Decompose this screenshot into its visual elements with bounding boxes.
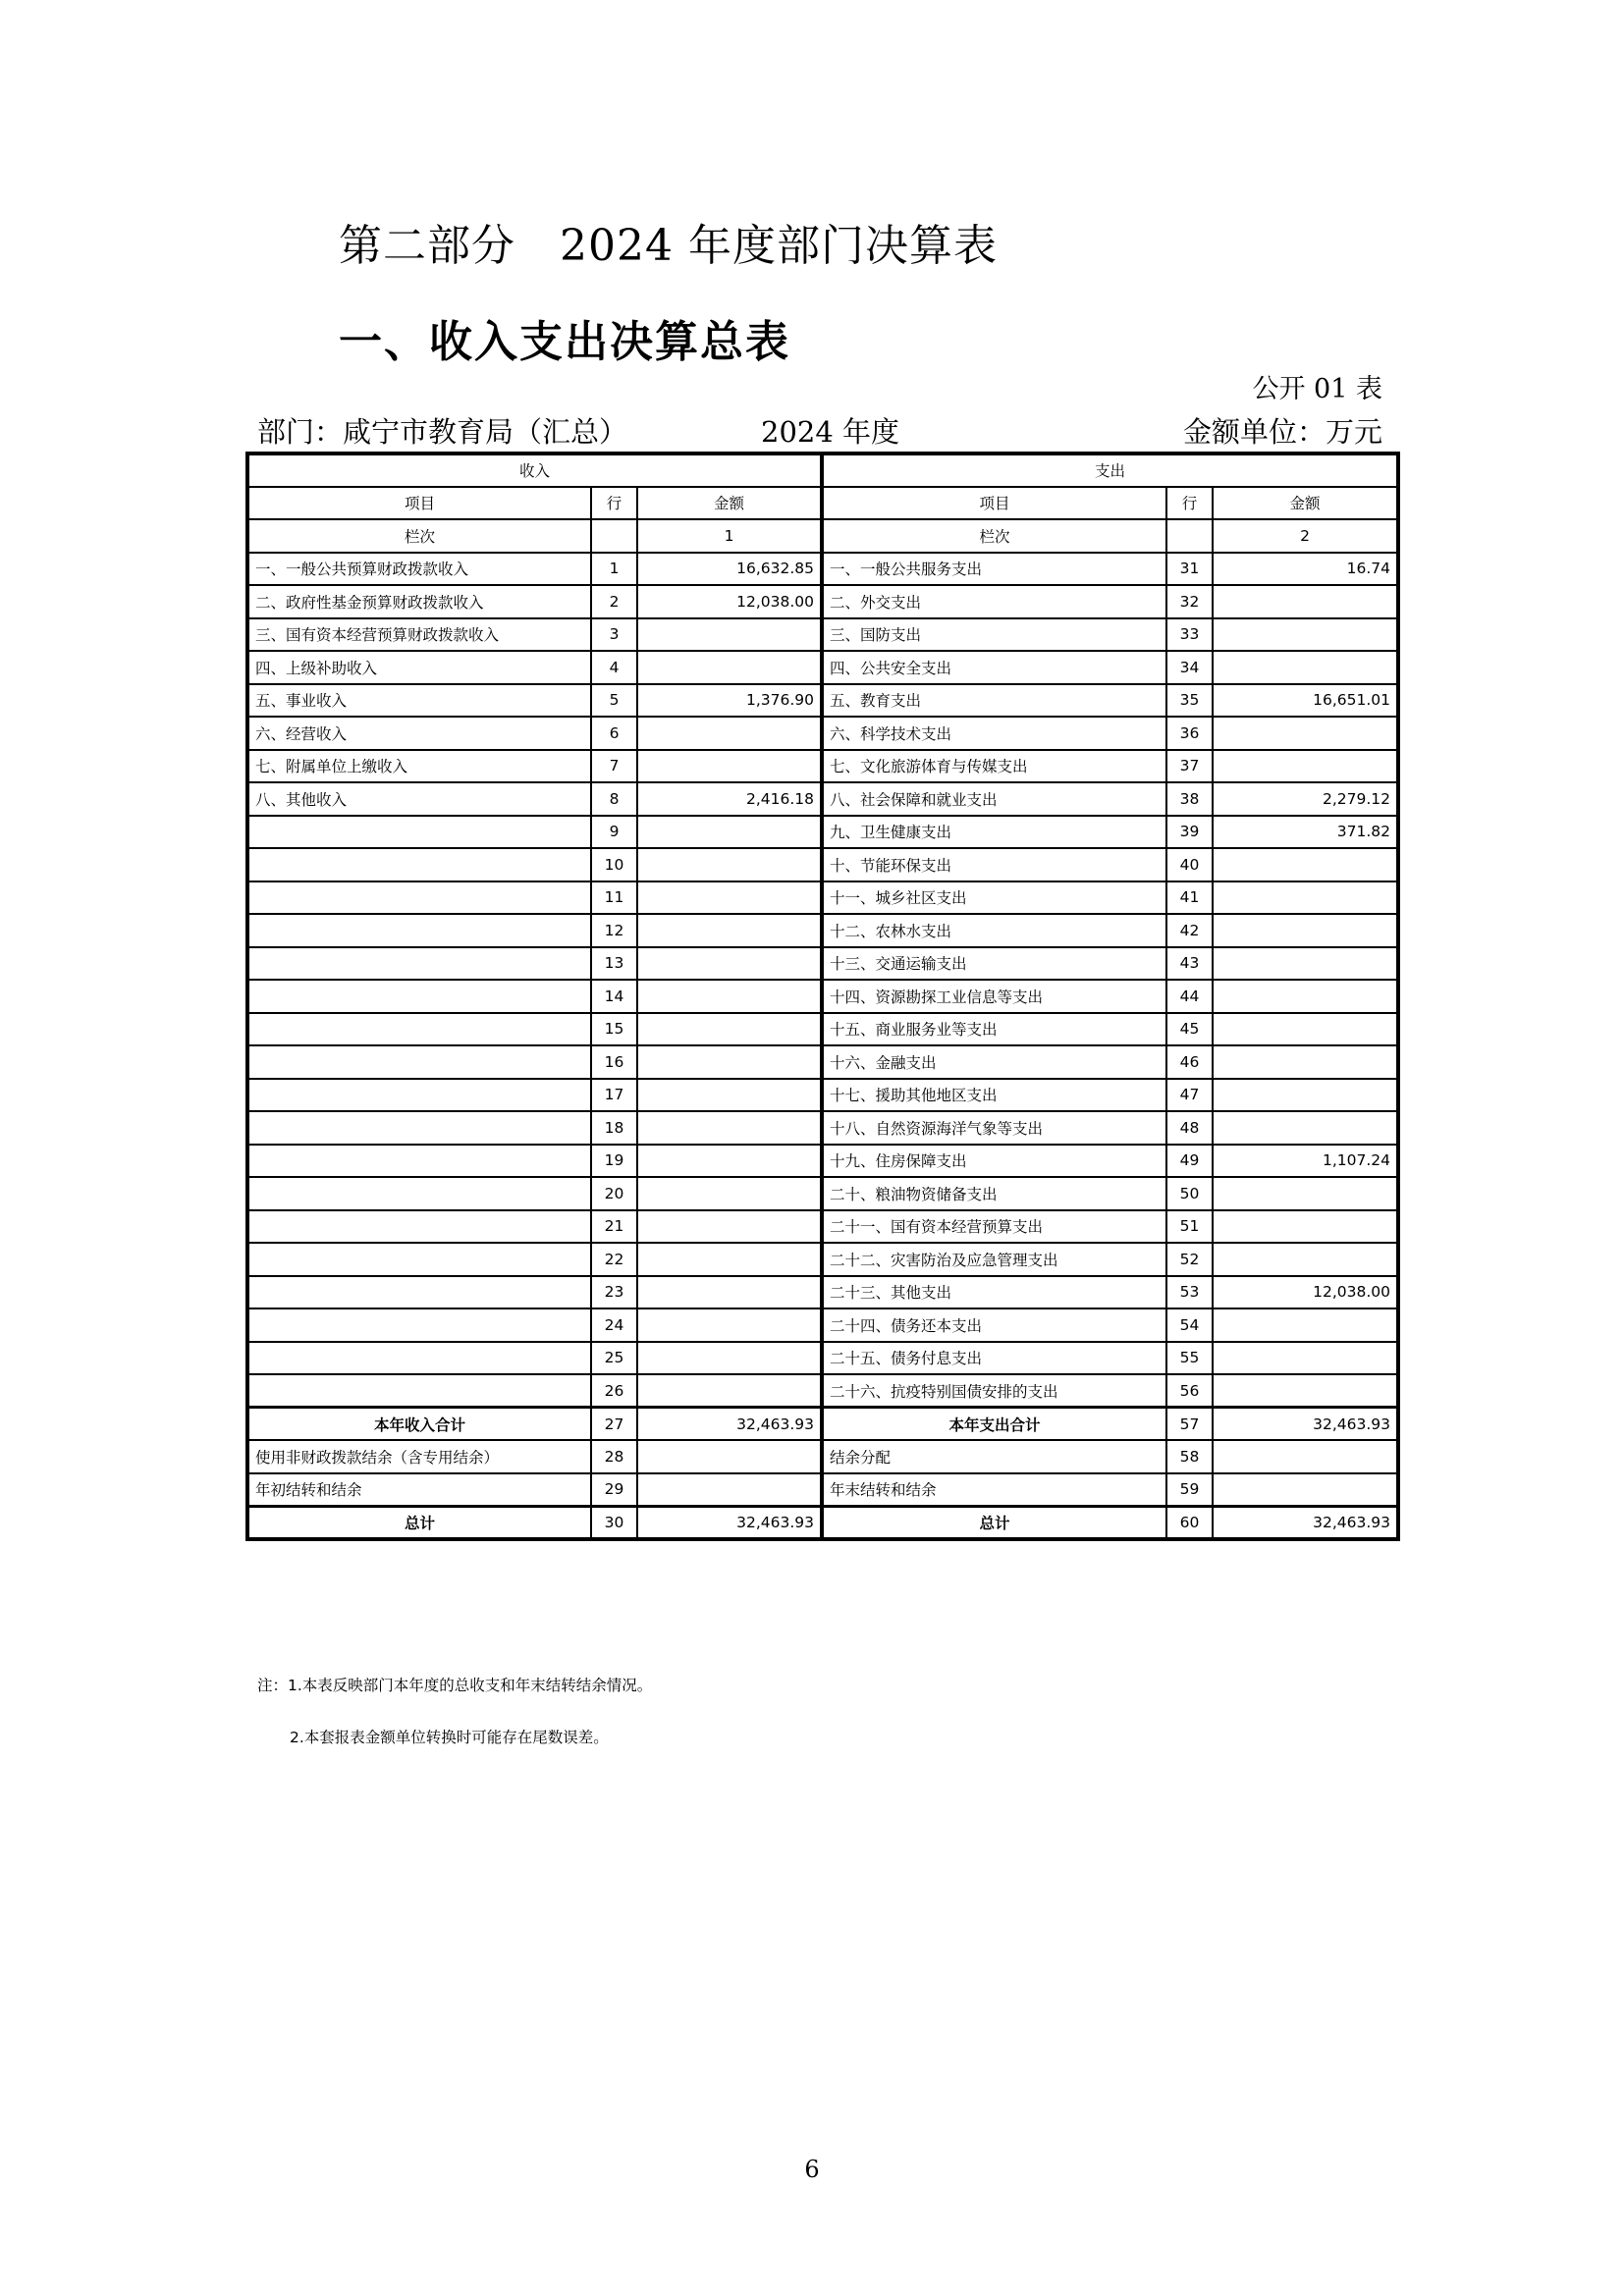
table-row	[247, 1045, 1398, 1079]
table-row	[247, 1342, 1398, 1375]
expense-row-no: 40	[1166, 848, 1213, 881]
expense-item: 一、一般公共服务支出	[822, 553, 1166, 586]
income-row-no: 17	[591, 1079, 637, 1112]
income-row-no: 18	[591, 1111, 637, 1145]
expense-amount	[1213, 1111, 1398, 1145]
expense-row-no: 39	[1166, 816, 1213, 849]
part-title: 第二部分 2024 年度部门决算表	[339, 221, 998, 271]
income-row-no: 5	[591, 684, 637, 718]
income-item	[247, 848, 591, 881]
expense-row-no: 58	[1166, 1440, 1213, 1473]
income-row-no: 4	[591, 651, 637, 684]
income-row-no: 23	[591, 1276, 637, 1309]
income-item	[247, 1374, 591, 1408]
income-amount: 16,632.85	[637, 553, 822, 586]
table-row	[247, 585, 1398, 618]
expense-item: 总计	[822, 1506, 1166, 1539]
expense-item: 二十一、国有资本经营预算支出	[822, 1210, 1166, 1244]
table-row	[247, 1243, 1398, 1276]
income-amount	[637, 1013, 822, 1046]
income-amount-header: 金额	[637, 487, 822, 520]
income-amount	[637, 1045, 822, 1079]
expense-row-no: 53	[1166, 1276, 1213, 1309]
table-row	[247, 816, 1398, 849]
income-item	[247, 1111, 591, 1145]
income-item	[247, 980, 591, 1013]
table-row	[247, 1374, 1398, 1408]
table-row	[247, 1111, 1398, 1145]
income-row-no: 25	[591, 1342, 637, 1375]
expense-row-no: 31	[1166, 553, 1213, 586]
income-amount	[637, 651, 822, 684]
income-item	[247, 1210, 591, 1244]
expense-amount	[1213, 585, 1398, 618]
income-item	[247, 816, 591, 849]
income-item	[247, 1342, 591, 1375]
expense-item: 十一、城乡社区支出	[822, 881, 1166, 915]
income-amount	[637, 980, 822, 1013]
income-row-no: 10	[591, 848, 637, 881]
table-row	[247, 618, 1398, 652]
expense-item: 七、文化旅游体育与传媒支出	[822, 750, 1166, 783]
income-item: 三、国有资本经营预算财政拨款收入	[247, 618, 591, 652]
income-row-no: 30	[591, 1506, 637, 1539]
expense-amount	[1213, 750, 1398, 783]
income-index-label: 栏次	[247, 519, 591, 553]
income-item: 四、上级补助收入	[247, 651, 591, 684]
income-row-no: 28	[591, 1440, 637, 1473]
income-amount	[637, 1308, 822, 1342]
expense-amount	[1213, 1045, 1398, 1079]
expense-row-no: 51	[1166, 1210, 1213, 1244]
grand-total-row	[247, 1506, 1398, 1539]
income-row-no: 22	[591, 1243, 637, 1276]
expense-item: 十四、资源勘探工业信息等支出	[822, 980, 1166, 1013]
income-amount: 32,463.93	[637, 1506, 822, 1539]
expense-row-no: 57	[1166, 1408, 1213, 1441]
income-amount	[637, 618, 822, 652]
expense-amount	[1213, 1342, 1398, 1375]
expense-amount: 12,038.00	[1213, 1276, 1398, 1309]
expense-row-no: 33	[1166, 618, 1213, 652]
income-amount	[637, 848, 822, 881]
expense-item: 九、卫生健康支出	[822, 816, 1166, 849]
expense-row-no: 55	[1166, 1342, 1213, 1375]
expense-row-no: 45	[1166, 1013, 1213, 1046]
income-item	[247, 1013, 591, 1046]
expense-item: 十九、住房保障支出	[822, 1145, 1166, 1178]
table-row	[247, 1308, 1398, 1342]
expense-row-no: 47	[1166, 1079, 1213, 1112]
income-item: 五、事业收入	[247, 684, 591, 718]
income-row-no: 26	[591, 1374, 637, 1408]
income-amount	[637, 1111, 822, 1145]
expense-row-no: 60	[1166, 1506, 1213, 1539]
income-col-no: 1	[637, 519, 822, 553]
expense-row-no: 50	[1166, 1177, 1213, 1210]
income-amount	[637, 1473, 822, 1507]
income-amount	[637, 1243, 822, 1276]
year-label: 2024 年度	[761, 415, 900, 449]
expense-item: 本年支出合计	[822, 1408, 1166, 1441]
column-index-row	[247, 519, 1398, 553]
income-amount	[637, 1177, 822, 1210]
income-item	[247, 881, 591, 915]
expense-row-no: 37	[1166, 750, 1213, 783]
expense-amount	[1213, 947, 1398, 981]
income-item: 二、政府性基金预算财政拨款收入	[247, 585, 591, 618]
table-row	[247, 553, 1398, 586]
column-header-row	[247, 487, 1398, 520]
income-item	[247, 1243, 591, 1276]
income-item	[247, 1145, 591, 1178]
expense-header: 支出	[822, 454, 1398, 487]
expense-amount	[1213, 1210, 1398, 1244]
expense-item: 三、国防支出	[822, 618, 1166, 652]
table-row	[247, 1177, 1398, 1210]
income-amount	[637, 1145, 822, 1178]
table-code: 公开 01 表	[1252, 374, 1382, 404]
expense-item: 十七、援助其他地区支出	[822, 1079, 1166, 1112]
table-row	[247, 881, 1398, 915]
income-item	[247, 947, 591, 981]
expense-amount	[1213, 1440, 1398, 1473]
expense-amount: 32,463.93	[1213, 1506, 1398, 1539]
income-row-no: 2	[591, 585, 637, 618]
income-item: 七、附属单位上缴收入	[247, 750, 591, 783]
income-amount: 1,376.90	[637, 684, 822, 718]
income-amount: 2,416.18	[637, 782, 822, 816]
expense-amount-header: 金额	[1213, 487, 1398, 520]
page-number: 6	[804, 2156, 820, 2183]
income-item	[247, 1308, 591, 1342]
section-title: 一、收入支出决算总表	[339, 317, 790, 367]
expense-item: 五、教育支出	[822, 684, 1166, 718]
expense-amount	[1213, 1308, 1398, 1342]
income-item	[247, 1177, 591, 1210]
income-amount	[637, 1374, 822, 1408]
income-item	[247, 1045, 591, 1079]
expense-item: 二十四、债务还本支出	[822, 1308, 1166, 1342]
expense-item: 八、社会保障和就业支出	[822, 782, 1166, 816]
income-item: 年初结转和结余	[247, 1473, 591, 1507]
expense-amount	[1213, 1243, 1398, 1276]
income-amount: 32,463.93	[637, 1408, 822, 1441]
table-row	[247, 914, 1398, 947]
table-row	[247, 1473, 1398, 1507]
expense-amount: 2,279.12	[1213, 782, 1398, 816]
table-row	[247, 684, 1398, 718]
section-header-row	[247, 454, 1398, 487]
income-item: 本年收入合计	[247, 1408, 591, 1441]
income-index-blank	[591, 519, 637, 553]
income-item: 六、经营收入	[247, 717, 591, 750]
expense-item: 十八、自然资源海洋气象等支出	[822, 1111, 1166, 1145]
income-item: 使用非财政拨款结余（含专用结余）	[247, 1440, 591, 1473]
expense-item: 二、外交支出	[822, 585, 1166, 618]
income-amount	[637, 914, 822, 947]
expense-item: 六、科学技术支出	[822, 717, 1166, 750]
expense-row-no: 35	[1166, 684, 1213, 718]
expense-row-no: 43	[1166, 947, 1213, 981]
expense-row-no: 38	[1166, 782, 1213, 816]
expense-item: 十五、商业服务业等支出	[822, 1013, 1166, 1046]
table-row	[247, 1210, 1398, 1244]
income-item	[247, 914, 591, 947]
expense-item: 二十、粮油物资储备支出	[822, 1177, 1166, 1210]
income-item: 总计	[247, 1506, 591, 1539]
income-row-no: 7	[591, 750, 637, 783]
table-row	[247, 947, 1398, 981]
income-row-no: 3	[591, 618, 637, 652]
expense-amount: 16,651.01	[1213, 684, 1398, 718]
income-row-no: 1	[591, 553, 637, 586]
expense-item: 十三、交通运输支出	[822, 947, 1166, 981]
table-row	[247, 848, 1398, 881]
table-row	[247, 980, 1398, 1013]
income-row-no: 15	[591, 1013, 637, 1046]
expense-amount	[1213, 881, 1398, 915]
expense-item: 年末结转和结余	[822, 1473, 1166, 1507]
income-amount	[637, 947, 822, 981]
income-row-no: 11	[591, 881, 637, 915]
expense-row-no: 32	[1166, 585, 1213, 618]
income-amount	[637, 1079, 822, 1112]
expense-amount	[1213, 618, 1398, 652]
expense-row-no: 46	[1166, 1045, 1213, 1079]
expense-row-no: 44	[1166, 980, 1213, 1013]
income-item	[247, 1079, 591, 1112]
expense-item: 二十二、灾害防治及应急管理支出	[822, 1243, 1166, 1276]
income-amount	[637, 816, 822, 849]
expense-row-no: 42	[1166, 914, 1213, 947]
expense-item: 十二、农林水支出	[822, 914, 1166, 947]
income-expense-table	[245, 452, 1400, 1541]
table-row	[247, 782, 1398, 816]
income-row-no: 27	[591, 1408, 637, 1441]
expense-amount: 32,463.93	[1213, 1408, 1398, 1441]
table-row	[247, 1145, 1398, 1178]
income-item	[247, 1276, 591, 1309]
income-row-no: 13	[591, 947, 637, 981]
income-amount	[637, 750, 822, 783]
note-2: 2.本套报表金额单位转换时可能存在尾数误差。	[290, 1729, 609, 1746]
expense-row-no: 56	[1166, 1374, 1213, 1408]
income-amount	[637, 717, 822, 750]
expense-amount	[1213, 980, 1398, 1013]
expense-index-blank	[1166, 519, 1213, 553]
income-row-no: 16	[591, 1045, 637, 1079]
income-amount	[637, 1342, 822, 1375]
expense-amount: 1,107.24	[1213, 1145, 1398, 1178]
income-amount: 12,038.00	[637, 585, 822, 618]
expense-row-no: 48	[1166, 1111, 1213, 1145]
expense-item-header: 项目	[822, 487, 1166, 520]
income-row-no: 8	[591, 782, 637, 816]
expense-amount	[1213, 1374, 1398, 1408]
expense-index-label: 栏次	[822, 519, 1166, 553]
income-amount	[637, 1276, 822, 1309]
expense-amount	[1213, 1473, 1398, 1507]
income-item-header: 项目	[247, 487, 591, 520]
table-row	[247, 750, 1398, 783]
department-label: 部门：咸宁市教育局（汇总）	[257, 415, 628, 449]
expense-item: 二十三、其他支出	[822, 1276, 1166, 1309]
income-row-no: 29	[591, 1473, 637, 1507]
income-row-no: 21	[591, 1210, 637, 1244]
expense-row-header: 行	[1166, 487, 1213, 520]
income-item: 一、一般公共预算财政拨款收入	[247, 553, 591, 586]
expense-amount	[1213, 1013, 1398, 1046]
expense-row-no: 52	[1166, 1243, 1213, 1276]
expense-item: 结余分配	[822, 1440, 1166, 1473]
expense-row-no: 36	[1166, 717, 1213, 750]
table-row	[247, 1276, 1398, 1309]
table-row	[247, 717, 1398, 750]
expense-amount	[1213, 1177, 1398, 1210]
expense-amount	[1213, 914, 1398, 947]
table-row	[247, 1440, 1398, 1473]
income-row-no: 6	[591, 717, 637, 750]
income-row-no: 9	[591, 816, 637, 849]
table-row	[247, 651, 1398, 684]
income-row-no: 12	[591, 914, 637, 947]
expense-item: 二十五、债务付息支出	[822, 1342, 1166, 1375]
expense-amount: 16.74	[1213, 553, 1398, 586]
year-total-row	[247, 1408, 1398, 1441]
income-header: 收入	[247, 454, 822, 487]
expense-item: 二十六、抗疫特别国债安排的支出	[822, 1374, 1166, 1408]
expense-row-no: 41	[1166, 881, 1213, 915]
expense-amount	[1213, 1079, 1398, 1112]
expense-col-no: 2	[1213, 519, 1398, 553]
expense-amount	[1213, 651, 1398, 684]
income-row-no: 20	[591, 1177, 637, 1210]
unit-label: 金额单位：万元	[1182, 415, 1382, 449]
income-row-no: 19	[591, 1145, 637, 1178]
expense-amount	[1213, 848, 1398, 881]
income-amount	[637, 1440, 822, 1473]
expense-row-no: 54	[1166, 1308, 1213, 1342]
expense-item: 十、节能环保支出	[822, 848, 1166, 881]
note-1: 注：1.本表反映部门本年度的总收支和年末结转结余情况。	[257, 1677, 653, 1694]
expense-item: 十六、金融支出	[822, 1045, 1166, 1079]
expense-row-no: 34	[1166, 651, 1213, 684]
table-row	[247, 1013, 1398, 1046]
income-amount	[637, 1210, 822, 1244]
table-row	[247, 1079, 1398, 1112]
income-row-header: 行	[591, 487, 637, 520]
expense-row-no: 59	[1166, 1473, 1213, 1507]
expense-amount: 371.82	[1213, 816, 1398, 849]
expense-amount	[1213, 717, 1398, 750]
income-amount	[637, 881, 822, 915]
expense-row-no: 49	[1166, 1145, 1213, 1178]
income-row-no: 24	[591, 1308, 637, 1342]
income-item: 八、其他收入	[247, 782, 591, 816]
income-row-no: 14	[591, 980, 637, 1013]
expense-item: 四、公共安全支出	[822, 651, 1166, 684]
